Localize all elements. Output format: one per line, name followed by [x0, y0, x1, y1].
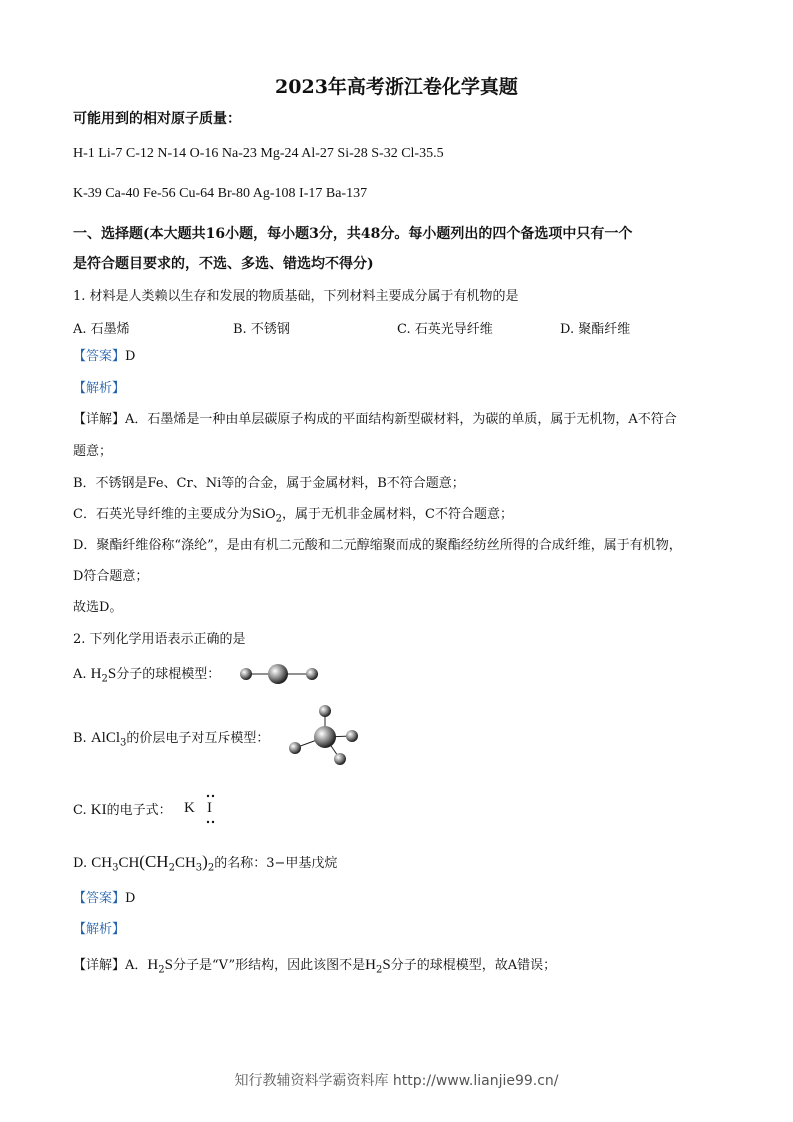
mass-line-2: K-39 Ca-40 Fe-56 Cu-64 Br-80 Ag-108 I-17 Ba-137	[73, 186, 368, 201]
lone-pair-dots-icon	[204, 792, 218, 826]
formula: S	[382, 957, 391, 973]
formula: CH	[91, 855, 113, 871]
formula: )	[202, 852, 208, 871]
section-heading-line-1: 一、选择题(本大题共16小题，每小题3分，共48分。每小题列出的四个备选项中只有一个	[73, 226, 633, 242]
answer-tag: 【答案】	[73, 891, 126, 906]
q2-option-c-label: C.	[73, 803, 91, 818]
formula-sub: 2	[158, 964, 165, 976]
q2-detail-a: 【详解】A．	[73, 958, 148, 973]
q1-detail-4	[73, 506, 513, 529]
q2-option-b-text: 的价层电子对互斥模型：	[126, 731, 270, 746]
q2-stem: 2. 下列化学用语表示正确的是	[73, 632, 246, 647]
formula-sub: 2	[375, 964, 383, 976]
mass-heading: 可能用到的相对原子质量：	[73, 111, 241, 127]
q1-detail-1: 【详解】A．石墨烯是一种由单层碳原子构成的平面结构新型碳材料，为碳的单质，属于无机物，A不符合	[73, 412, 677, 427]
answer-value: D	[125, 349, 136, 364]
formula: H	[365, 957, 376, 973]
formula: CH	[174, 855, 196, 871]
page-title: 2023年高考浙江卷化学真题	[275, 76, 518, 98]
formula: (CH	[139, 852, 169, 871]
q1-option-b: B. 不锈钢	[233, 322, 290, 337]
q1-detail-3: B．不锈钢是Fe、Cr、Ni等的合金，属于金属材料，B不符合题意；	[73, 476, 465, 491]
q2-answer	[73, 890, 135, 908]
q2-detail-1	[73, 956, 556, 980]
q2-option-a-text: 分子的球棍模型：	[116, 667, 221, 682]
q1-detail-4-sub: 2	[275, 513, 283, 525]
formula: AlCl	[90, 730, 121, 746]
q1-detail-6: D符合题意；	[73, 569, 149, 584]
formula: KI	[90, 802, 107, 818]
formula-sub: 2	[207, 862, 215, 874]
q1-detail-5: D．聚酯纤维俗称“涤纶”，是由有机二元酸和二元醇缩聚而成的聚酯经纺丝所得的合成纤维，属于有机物，	[73, 538, 682, 553]
q2-option-b	[73, 729, 269, 753]
answer-value: D	[125, 891, 136, 906]
q1-detail-2: 题意；	[73, 444, 113, 459]
formula: CH	[118, 855, 140, 871]
q2-option-d-text: 的名称：3−甲基戊烷	[214, 856, 338, 871]
mass-line-1: H-1 Li-7 C-12 N-14 O-16 Na-23 Mg-24 Al-27 Si-28 S-32 Cl-35.5	[73, 146, 444, 161]
formula: S	[164, 957, 173, 973]
formula-sub: 2	[101, 673, 108, 685]
q1-stem: 1. 材料是人类赖以生存和发展的物质基础，下列材料主要成分属于有机物的是	[73, 289, 519, 304]
formula: H	[147, 957, 159, 973]
q2-analysis-tag: 【解析】	[73, 922, 126, 937]
formula: H	[90, 666, 102, 682]
q1-option-a: A. 石墨烯	[73, 322, 130, 337]
q2-detail-b: 分子是“V”形结构，因此该图不是	[172, 958, 366, 973]
q2-option-c	[73, 801, 172, 820]
q2-option-d-label: D.	[73, 856, 92, 871]
q1-detail-4b: ，属于无机非金属材料，C不符合题意；	[282, 507, 513, 522]
q1-analysis-tag: 【解析】	[73, 381, 126, 396]
q1-detail-7: 故选D。	[73, 600, 123, 615]
electron-formula-k: K	[184, 800, 195, 816]
alcl3-vsepr-model-icon	[285, 700, 365, 770]
formula: S	[107, 666, 117, 682]
q1-option-d: D. 聚酯纤维	[560, 322, 631, 337]
q2-option-b-label: B.	[73, 731, 91, 746]
q2-option-a-label: A.	[73, 667, 91, 682]
answer-tag: 【答案】	[73, 349, 126, 364]
formula-sub: 3	[195, 862, 203, 874]
formula-sub: 3	[120, 737, 127, 749]
q2-detail-c: 分子的球棍模型，故A错误；	[390, 958, 557, 973]
q2-option-a	[73, 665, 220, 689]
formula-sub: 2	[168, 862, 175, 874]
electron-formula-i: I	[207, 800, 212, 816]
q2-option-c-text: 的电子式：	[106, 803, 172, 818]
footer-watermark: 知行教辅资料学霸资料库 http://www.lianjie99.cn/	[234, 1073, 559, 1089]
q2-option-d	[73, 853, 337, 878]
q1-answer	[73, 348, 135, 366]
section-heading-line-2: 是符合题目要求的，不选、多选、错选均不得分)	[73, 256, 374, 272]
h2s-ball-stick-model-icon	[238, 660, 322, 688]
q1-detail-4a: C．石英光导纤维的主要成分为SiO	[73, 507, 276, 522]
q1-option-c: C. 石英光导纤维	[397, 322, 493, 337]
formula-sub: 3	[112, 862, 119, 874]
